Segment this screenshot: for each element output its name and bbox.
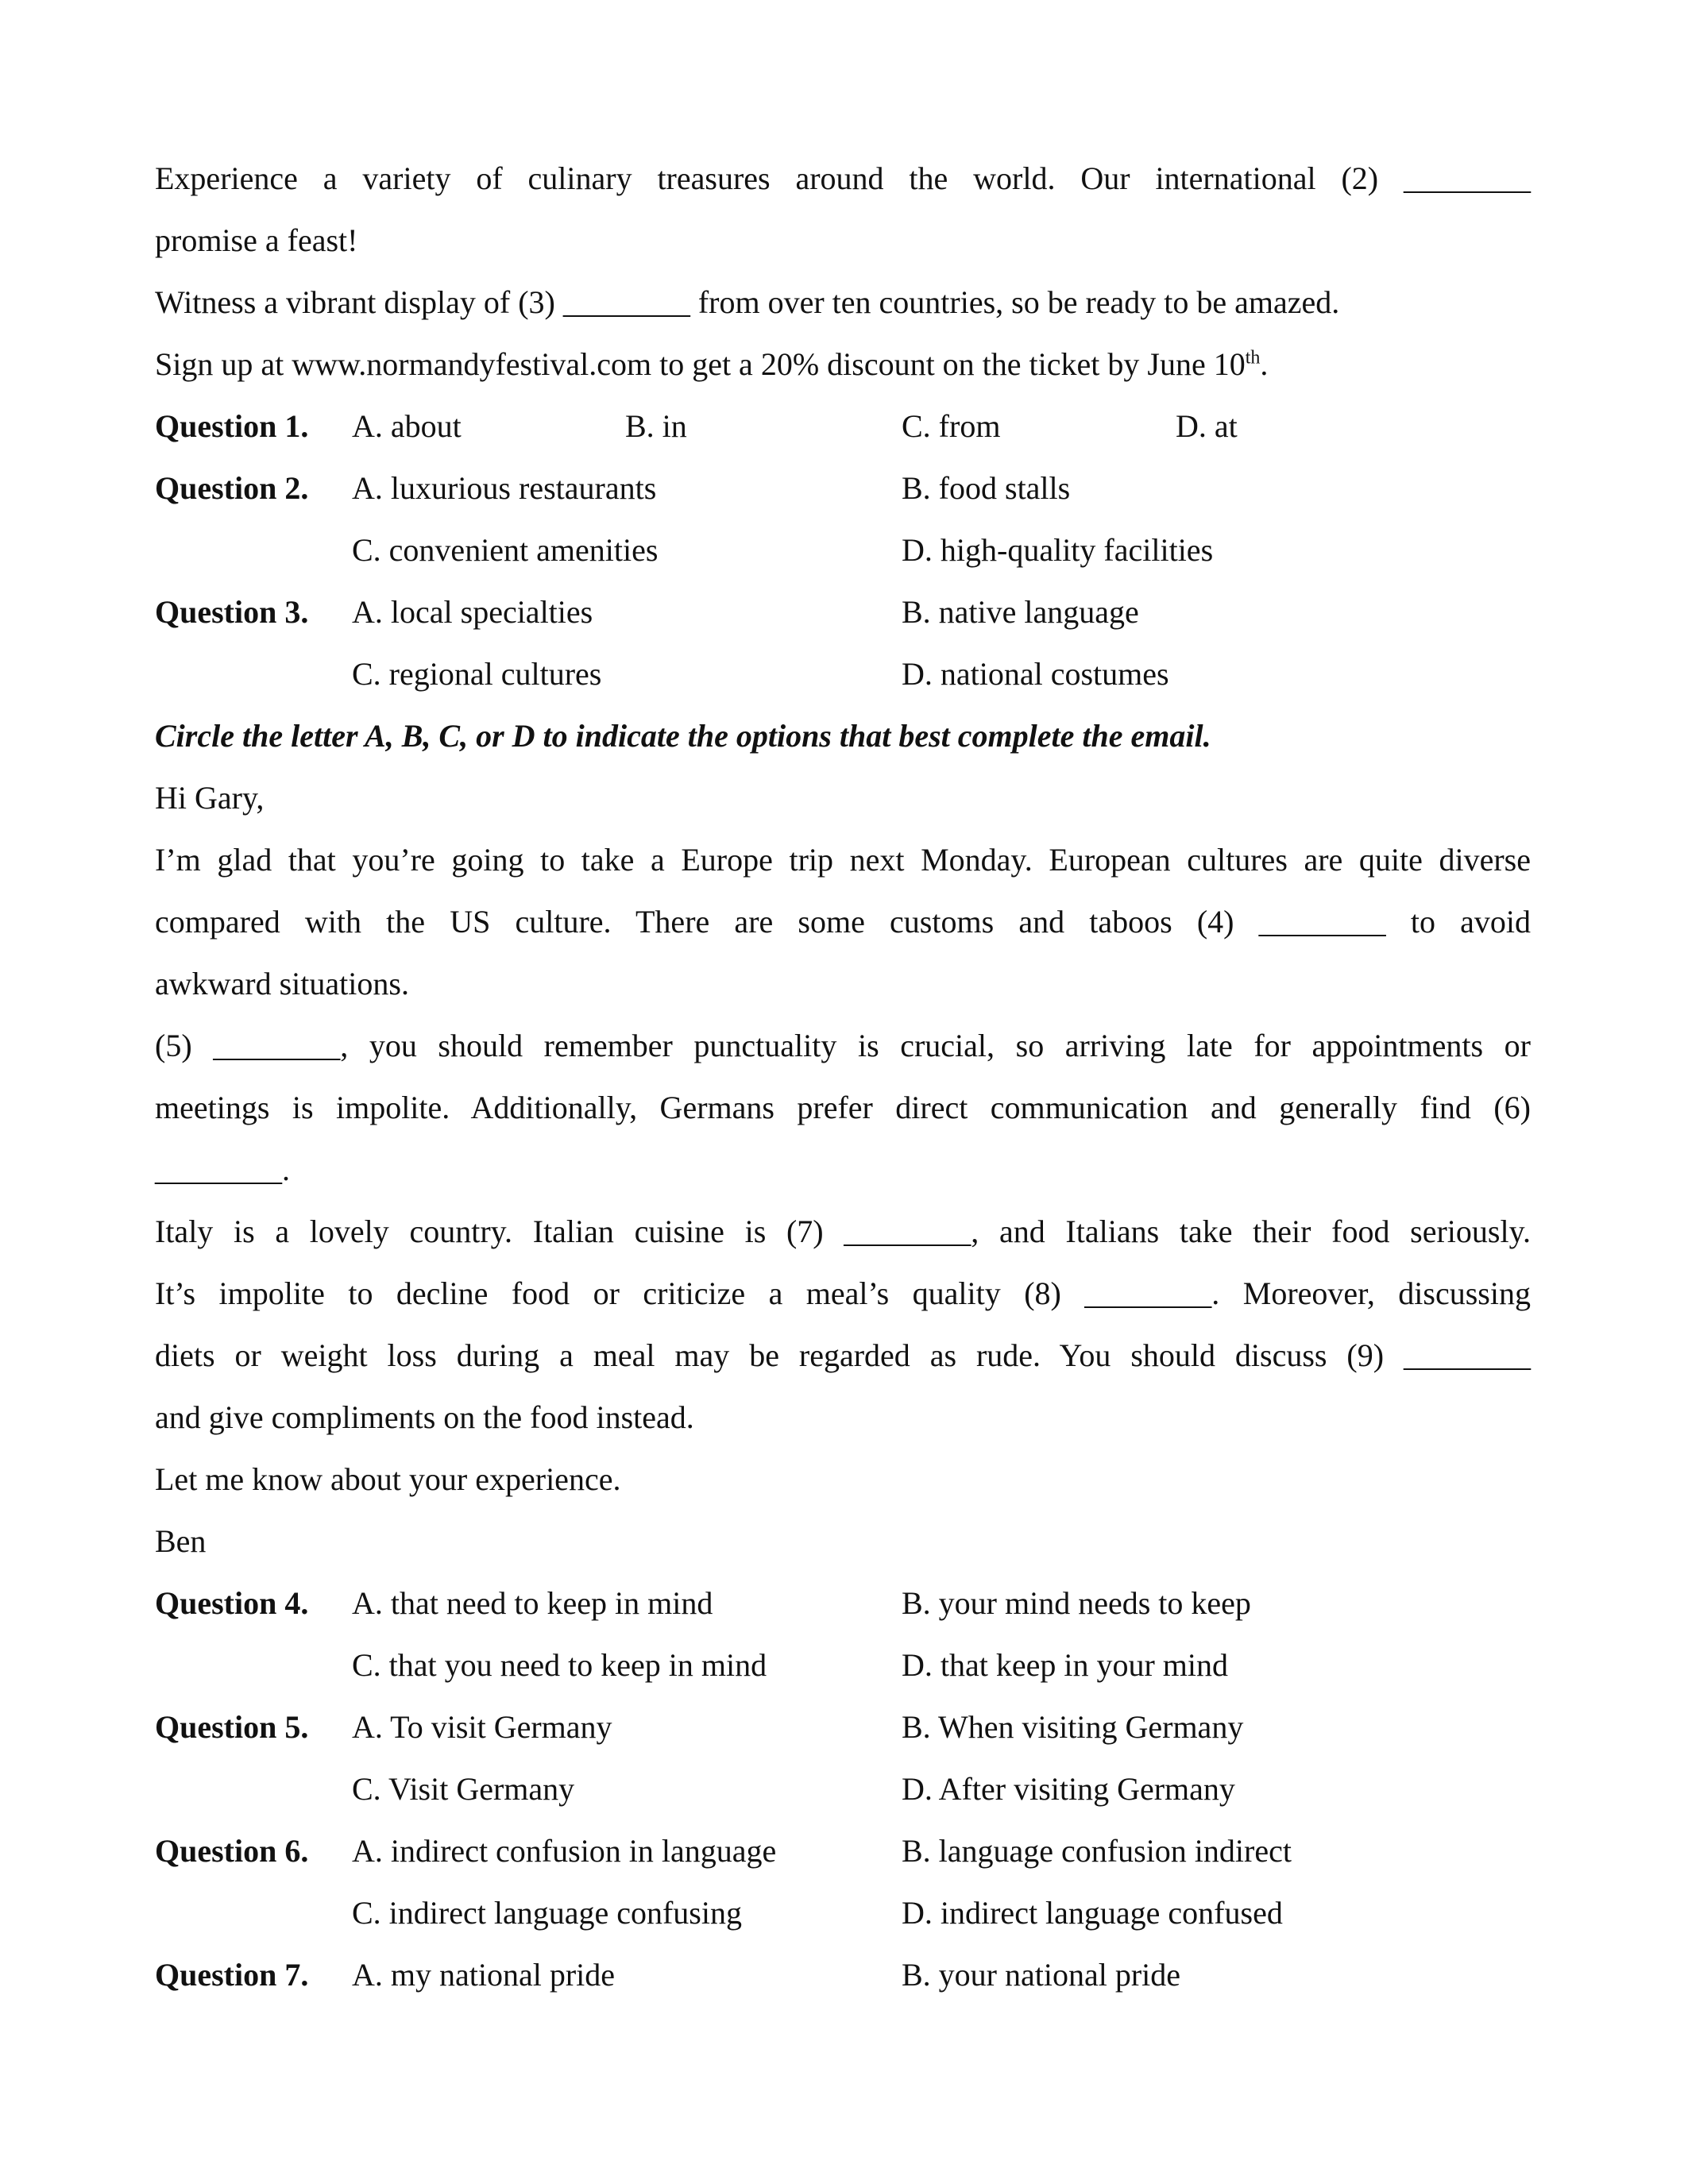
question-1-option-d[interactable]: D. at (1176, 408, 1238, 444)
email-instruction: Circle the letter A, B, C, or D to indicate the options that best complete the email. (155, 718, 1211, 754)
question-3-option-a[interactable]: A. local specialties (352, 594, 593, 630)
question-6-option-d[interactable]: D. indirect language confused (902, 1895, 1283, 1931)
email-signature: Ben (155, 1523, 207, 1559)
question-1-option-a[interactable]: A. about (352, 408, 462, 444)
email-paragraph-1-line-1: I’m glad that you’re going to take a Europe trip next Monday. European cultures are quite diverse (155, 842, 1531, 878)
ad-line-4-text: Sign up at www.normandyfestival.com to get a 20% discount on the ticket by June 10 (155, 346, 1246, 382)
question-2-label: Question 2. (155, 470, 309, 506)
email-greeting: Hi Gary, (155, 780, 265, 816)
email-paragraph-2-line-1: (5) ________, you should remember punctuality is crucial, so arriving late for appointments or (155, 1028, 1531, 1063)
email-paragraph-1-line-3: awkward situations. (155, 966, 409, 1001)
question-5-option-c[interactable]: C. Visit Germany (352, 1771, 575, 1807)
question-2-option-a[interactable]: A. luxurious restaurants (352, 470, 657, 506)
question-5-option-a[interactable]: A. To visit Germany (352, 1709, 612, 1745)
email-closing: Let me know about your experience. (155, 1461, 621, 1497)
email-paragraph-3-line-2: It’s impolite to decline food or criticize a meal’s quality (8) ________. Moreover, discussing (155, 1275, 1531, 1311)
email-paragraph-2-line-2: meetings is impolite. Additionally, Germans prefer direct communication and generally find (6) (155, 1090, 1531, 1125)
question-5-label: Question 5. (155, 1709, 309, 1745)
question-3-option-b[interactable]: B. native language (902, 594, 1139, 630)
ad-line-4-period: . (1260, 346, 1269, 382)
question-7-option-a[interactable]: A. my national pride (352, 1957, 616, 1993)
question-4-option-b[interactable]: B. your mind needs to keep (902, 1585, 1251, 1621)
question-6-label: Question 6. (155, 1833, 309, 1869)
question-1-option-b[interactable]: B. in (625, 408, 687, 444)
question-6-option-a[interactable]: A. indirect confusion in language (352, 1833, 777, 1869)
question-6-option-b[interactable]: B. language confusion indirect (902, 1833, 1292, 1869)
email-paragraph-3-line-1: Italy is a lovely country. Italian cuisine is (7) ________, and Italians take their food seriously. (155, 1214, 1531, 1249)
question-3-label: Question 3. (155, 594, 309, 630)
question-2-option-d[interactable]: D. high-quality facilities (902, 532, 1214, 568)
ad-line-4 (155, 343, 1531, 386)
ad-line-3: Witness a vibrant display of (3) ________ from over ten countries, so be ready to be amazed. (155, 284, 1340, 320)
question-6-option-c[interactable]: C. indirect language confusing (352, 1895, 742, 1931)
question-3-option-d[interactable]: D. national costumes (902, 656, 1169, 692)
question-7-label: Question 7. (155, 1957, 309, 1993)
question-5-option-b[interactable]: B. When visiting Germany (902, 1709, 1244, 1745)
question-2-option-b[interactable]: B. food stalls (902, 470, 1071, 506)
email-paragraph-3-line-3: diets or weight loss during a meal may be regarded as rude. You should discuss (9) ________ (155, 1337, 1531, 1373)
ad-line-4-superscript: th (1245, 347, 1261, 369)
question-2-option-c[interactable]: C. convenient amenities (352, 532, 659, 568)
question-5-option-d[interactable]: D. After visiting Germany (902, 1771, 1235, 1807)
ad-line-1: Experience a variety of culinary treasures around the world. Our international (2) ________ (155, 160, 1531, 196)
question-4-option-d[interactable]: D. that keep in your mind (902, 1647, 1229, 1683)
question-4-option-a[interactable]: A. that need to keep in mind (352, 1585, 713, 1621)
question-1-label: Question 1. (155, 408, 309, 444)
email-paragraph-1-line-2: compared with the US culture. There are some customs and taboos (4) ________ to avoid (155, 904, 1531, 940)
ad-line-2: promise a feast! (155, 222, 358, 258)
email-paragraph-2-line-3: ________. (155, 1152, 290, 1187)
question-4-option-c[interactable]: C. that you need to keep in mind (352, 1647, 767, 1683)
question-4-label: Question 4. (155, 1585, 309, 1621)
question-3-option-c[interactable]: C. regional cultures (352, 656, 602, 692)
email-paragraph-3-line-4: and give compliments on the food instead. (155, 1399, 694, 1435)
question-7-option-b[interactable]: B. your national pride (902, 1957, 1181, 1993)
question-1-option-c[interactable]: C. from (902, 408, 1001, 444)
